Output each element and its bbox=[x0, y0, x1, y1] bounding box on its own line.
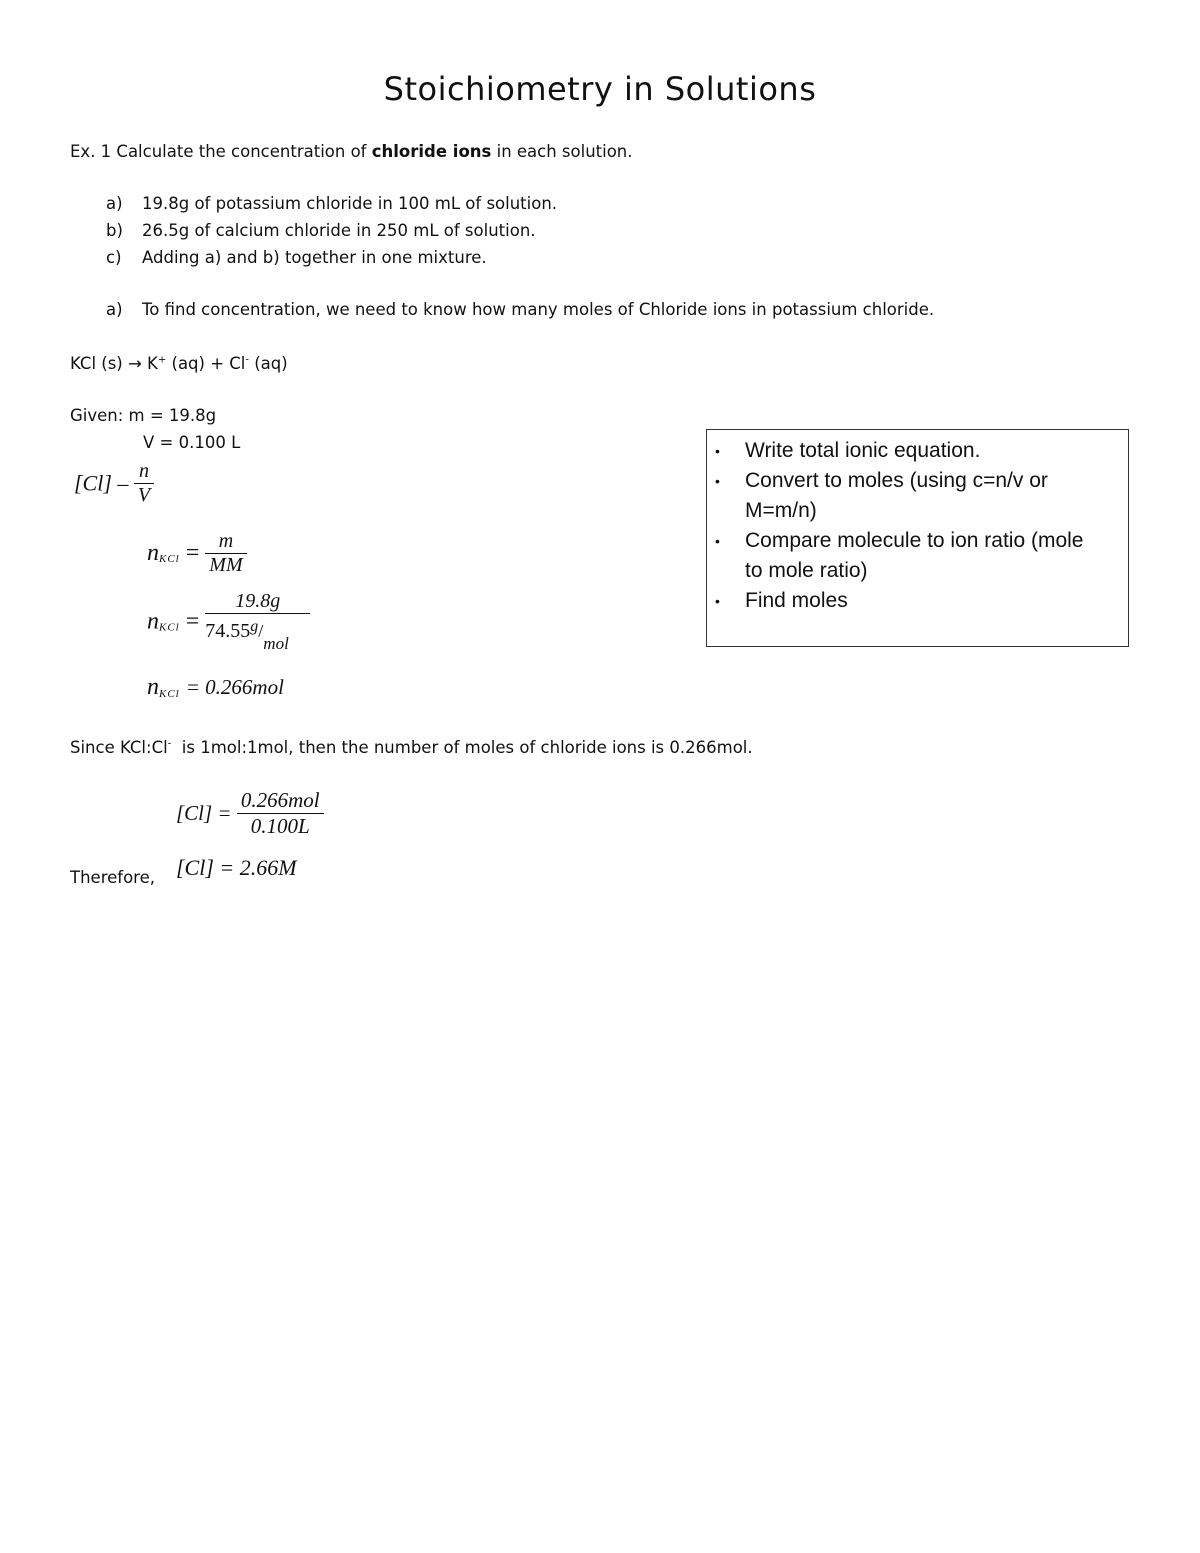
moles-formula bbox=[147, 530, 247, 577]
tip-text: Find moles bbox=[745, 589, 848, 612]
page-title: Stoichiometry in Solutions bbox=[383, 70, 817, 108]
moles-substitution bbox=[147, 590, 310, 654]
moles-result bbox=[147, 674, 284, 701]
tips-box bbox=[706, 429, 1129, 647]
conc-lhs: [Cl] – bbox=[74, 470, 129, 496]
part-c bbox=[106, 248, 487, 267]
tip-text: Convert to moles (using c=n/v or M=m/n) bbox=[745, 469, 1048, 522]
part-text: Adding a) and b) together in one mixture. bbox=[142, 248, 487, 267]
bullet-icon: • bbox=[715, 593, 720, 609]
part-label: b) bbox=[106, 221, 123, 240]
mm-numerator: m bbox=[218, 530, 234, 552]
final-numerator: 0.266mol bbox=[240, 788, 320, 812]
equation-lhs: KCl (s) → K bbox=[70, 354, 158, 373]
tip-item bbox=[715, 526, 1105, 586]
n-subscript: KCl bbox=[159, 688, 180, 700]
tips-list bbox=[707, 430, 1128, 616]
n-subscript: KCl bbox=[159, 553, 180, 566]
ratio-a: Since KCl:Cl bbox=[70, 738, 168, 757]
example-prefix: Ex. 1 Calculate the concentration of bbox=[70, 142, 372, 161]
part-text: 19.8g of potassium chloride in 100 mL of solution. bbox=[142, 194, 558, 213]
n-symbol: n bbox=[147, 540, 159, 566]
tip-text: Compare molecule to ion ratio (mole to mole ratio) bbox=[745, 529, 1084, 582]
final-fraction bbox=[237, 788, 324, 839]
concentration-formula bbox=[74, 460, 154, 507]
part-a bbox=[106, 194, 557, 213]
equation-rhs: (aq) bbox=[249, 354, 288, 373]
bullet-icon: • bbox=[715, 443, 720, 459]
ratio-charge: - bbox=[167, 738, 172, 750]
dissociation-equation bbox=[70, 354, 288, 373]
bullet-icon: • bbox=[715, 533, 720, 549]
therefore-label: Therefore, bbox=[70, 868, 155, 887]
equation-mid: (aq) + Cl bbox=[166, 354, 246, 373]
mm-fraction bbox=[205, 530, 246, 577]
cl-charge: - bbox=[245, 354, 249, 366]
given-mass: Given: m = 19.8g bbox=[70, 406, 217, 425]
step-text: To find concentration, we need to know how many moles of Chloride ions in potassium chloride. bbox=[142, 300, 935, 319]
part-b bbox=[106, 221, 536, 240]
final-lhs: [Cl] = bbox=[176, 801, 232, 825]
conc-fraction bbox=[134, 460, 154, 507]
value-numerator: 19.8g bbox=[235, 590, 281, 612]
mm-denominator: MM bbox=[205, 553, 246, 577]
tip-item bbox=[715, 466, 1105, 526]
n-symbol: n bbox=[147, 608, 159, 635]
ratio-statement bbox=[70, 738, 753, 757]
final-denominator: 0.100L bbox=[237, 813, 324, 839]
tip-item bbox=[715, 436, 1105, 466]
final-concentration-formula bbox=[176, 788, 324, 839]
unit-mol: mol bbox=[263, 634, 289, 653]
equals-sign: = bbox=[185, 540, 200, 566]
n-symbol: n bbox=[147, 674, 159, 700]
unit-slash: / bbox=[258, 621, 264, 641]
example-bold: chloride ions bbox=[371, 142, 492, 161]
tip-item bbox=[715, 586, 1105, 616]
tip-text: Write total ionic equation. bbox=[745, 439, 981, 462]
ratio-b: is 1mol:1mol, then the number of moles of chloride ions is 0.266mol. bbox=[171, 738, 753, 757]
unit-g: g bbox=[250, 618, 259, 635]
conc-denominator: V bbox=[134, 483, 154, 507]
part-label: c) bbox=[106, 248, 122, 267]
value-fraction bbox=[205, 590, 310, 654]
final-answer: [Cl] = 2.66M bbox=[176, 855, 297, 880]
part-label: a) bbox=[106, 194, 123, 213]
example-question bbox=[70, 142, 633, 161]
molar-mass-value: 74.55 bbox=[205, 620, 251, 642]
value-denominator bbox=[205, 613, 310, 654]
k-charge: + bbox=[157, 354, 167, 366]
n-subscript: KCl bbox=[159, 621, 180, 634]
example-suffix: in each solution. bbox=[491, 142, 633, 161]
given-volume: V = 0.100 L bbox=[143, 433, 241, 452]
step-label: a) bbox=[106, 300, 123, 319]
conc-numerator: n bbox=[139, 460, 150, 482]
equals-sign: = bbox=[185, 608, 200, 635]
step-a bbox=[106, 300, 934, 319]
bullet-icon: • bbox=[715, 473, 720, 489]
moles-result-value: = 0.266mol bbox=[185, 675, 284, 699]
part-text: 26.5g of calcium chloride in 250 mL of solution. bbox=[142, 221, 536, 240]
